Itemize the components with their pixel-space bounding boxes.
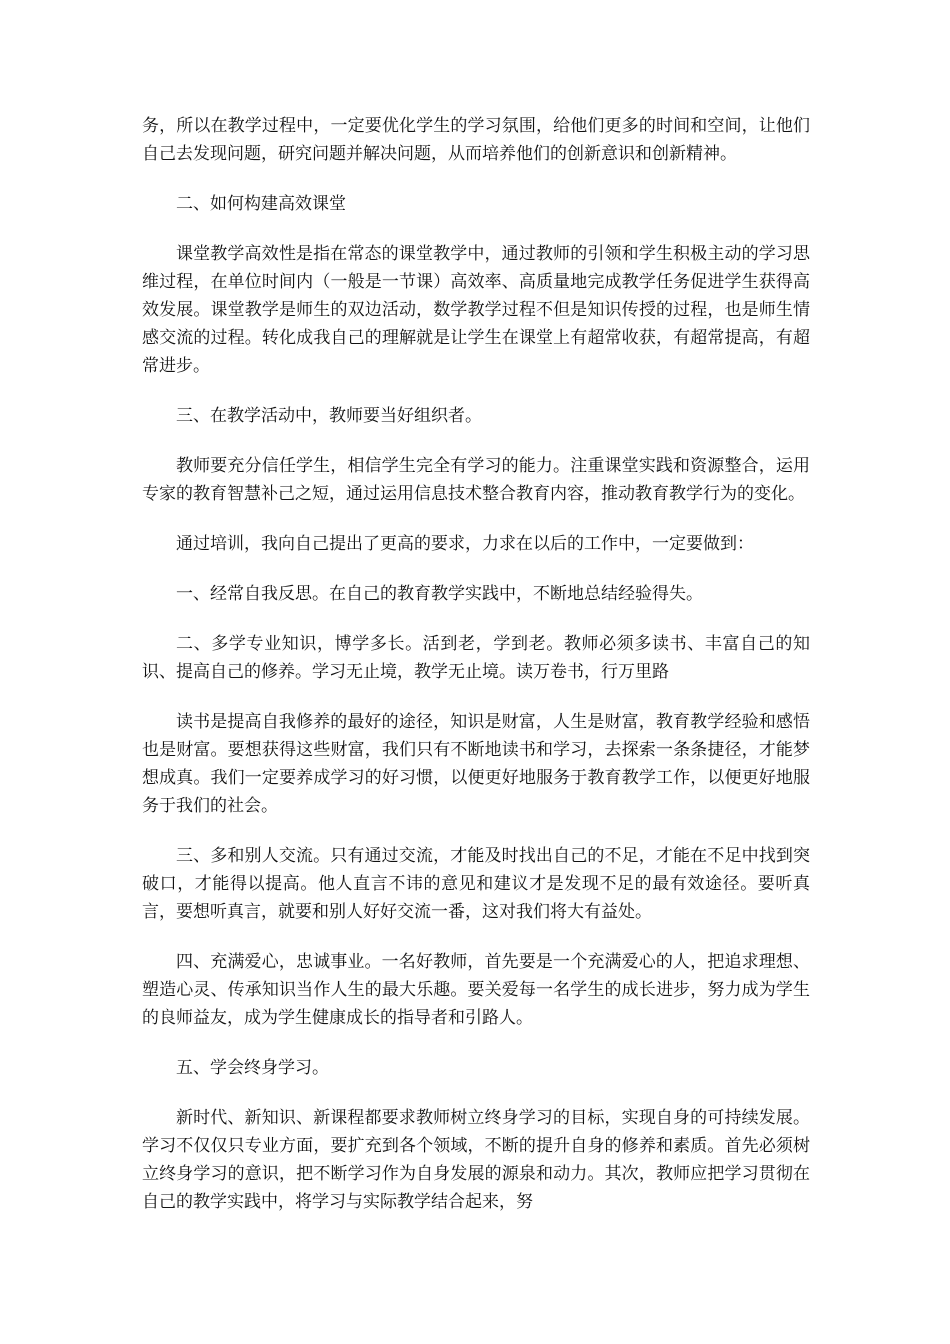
paragraph-item-4: 四、充满爱心，忠诚事业。一名好教师，首先要是一个充满爱心的人，把追求理想、塑造心灵、传承知识当作人生的最大乐趣。要关爱每一名学生的成长进步，努力成为学生的良师益友，成为学生健康成长的指导者和引路人。 [142, 952, 810, 1028]
paragraph-requirements-intro: 通过培训，我向自己提出了更高的要求，力求在以后的工作中，一定要做到： [176, 534, 754, 554]
paragraph-reading: 读书是提高自我修养的最好的途径，知识是财富，人生是财富，教育教学经验和感悟也是财富。要想获得这些财富，我们只有不断地读书和学习，去探索一条条捷径，才能梦想成真。我们一定要养成学习的好习惯，以便更好地服务于教育教学工作，以便更好地服务于我们的社会。 [142, 712, 810, 816]
paragraph-item-1: 一、经常自我反思。在自己的教育教学实践中，不断地总结经验得失。 [176, 584, 703, 604]
section-heading-3: 三、在教学活动中，教师要当好组织者。 [176, 406, 482, 426]
paragraph-efficient-classroom: 课堂教学高效性是指在常态的课堂教学中，通过教师的引领和学生积极主动的学习思维过程，在单位时间内（一般是一节课）高效率、高质量地完成教学任务促进学生获得高效发展。课堂教学是师生的双边活动，数学教学过程不但是知识传授的过程，也是师生情感交流的过程。转化成我自己的理解就是让学生在课堂上有超常收获，有超常提高，有超常进步。 [142, 244, 810, 376]
paragraph-continuation: 务，所以在教学过程中，一定要优化学生的学习氛围，给他们更多的时间和空间，让他们自己去发现问题，研究问题并解决问题，从而培养他们的创新意识和创新精神。 [142, 116, 810, 164]
paragraph-item-3: 三、多和别人交流。只有通过交流，才能及时找出自己的不足，才能在不足中找到突破口，才能得以提高。他人直言不讳的意见和建议才是发现不足的最有效途径。要听真言，要想听真言，就要和别人好好交流一番，这对我们将大有益处。 [142, 846, 810, 922]
paragraph-trust-students: 教师要充分信任学生，相信学生完全有学习的能力。注重课堂实践和资源整合，运用专家的教育智慧补己之短，通过运用信息技术整合教育内容，推动教育教学行为的变化。 [142, 456, 810, 504]
section-heading-5: 五、学会终身学习。 [176, 1058, 329, 1078]
section-heading-2: 二、如何构建高效课堂 [176, 194, 346, 214]
paragraph-item-2: 二、多学专业知识，博学多长。活到老，学到老。教师必须多读书、丰富自己的知识、提高自己的修养。学习无止境，教学无止境。读万卷书，行万里路 [142, 634, 810, 682]
document-page [142, 112, 810, 1238]
paragraph-lifelong-learning: 新时代、新知识、新课程都要求教师树立终身学习的目标，实现自身的可持续发展。学习不仅仅只专业方面，要扩充到各个领域，不断的提升自身的修养和素质。首先必须树立终身学习的意识，把不断学习作为自身发展的源泉和动力。其次，教师应把学习贯彻在自己的教学实践中，将学习与实际教学结合起来，努 [142, 1108, 810, 1212]
